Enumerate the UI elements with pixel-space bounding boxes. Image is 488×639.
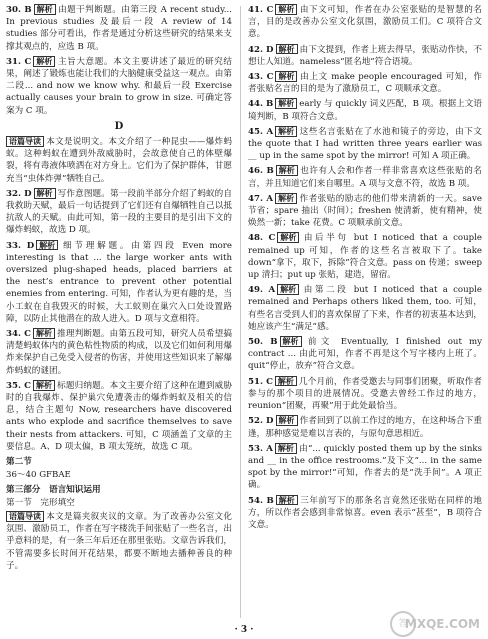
analysis-text: 细节理解题。由第四段 Even more interesting is that ... the large worker ants with oversized plug-shaped heads, placed barriers at the nest’s entrance to prevent other potential enemies from entering. 可知，作者认为更有趣的是，当小工蚁在自我毁灭的时候，大工蚁则在巢穴入口处设置路障，以防止其他潜在的敌人进入。D 项与文意相符。	[6, 240, 232, 324]
answer-entry	[248, 4, 482, 41]
answer-entry	[248, 284, 482, 333]
analysis-tag: 解析	[276, 165, 298, 176]
analysis-text: 由“... quickly posted them up by the sinks and __ in the office restrooms.”及下文“... in the same spot by the mirror!”可知，作者去的是“洗手间”。A 项正确。	[248, 443, 482, 491]
analysis-tag: 解析	[36, 240, 58, 251]
answer-number: 51. C	[248, 376, 273, 387]
analysis-text: early 与 quickly 词义匹配，B 项。根据上文语境判断，B 项符合文意。	[248, 99, 482, 122]
answer-number: 41. C	[248, 5, 274, 15]
analysis-text: 前文 Eventually, I finished out my contract ... 由此可知，作者不再是这个写字楼内上班了。quit“停止，放弃”符合文意。	[248, 337, 482, 372]
guide-tag: 语篇导读	[6, 136, 44, 147]
answer-number: 33. D	[6, 240, 35, 251]
answer-entry	[248, 415, 482, 439]
answer-number: 34. C	[6, 329, 31, 340]
analysis-tag: 解析	[276, 415, 298, 426]
analysis-tag: 解析	[280, 336, 302, 347]
answer-number: 31. C	[6, 56, 32, 67]
answer-number: 32. D	[6, 188, 32, 199]
answer-entry	[248, 495, 482, 532]
cloze-guide	[6, 511, 232, 572]
column-divider	[240, 6, 241, 618]
analysis-text: 主旨大意题。本文主要讲述了最近的研究结果，阐述了锻炼也能让我们的大脑健康受益这一观点。由第二段... and now we know why. 和最后一段 Exercise actually causes your brain to grow in size. 可确定答案为 C 项。	[6, 56, 232, 116]
answer-entry	[248, 232, 482, 281]
right-entries	[248, 4, 482, 531]
analysis-text: 由下文提到，作者上班去得早，张贴动作快，不想让人知道。nameless“匿名地”符合语境。	[248, 44, 482, 67]
answer-number: 43. C	[248, 72, 274, 83]
analysis-text: 几个月前，作者受邀去与同事们团聚，听取作者参与的那个项目的进展情况。受邀去曾经工作过的地方，reunion“团聚，再聚”用于此处最恰当。	[248, 376, 482, 412]
analysis-text: 作者张贴的励志的他们带来清新的一天。save 节省；spare 抽出（时间）；freshen 使清新，使有精神，使焕然一新；take 花费。C 项顺承前文意。	[248, 193, 482, 229]
analysis-text: 标题归纳题。本文主要介绍了这种在遭到威胁时的自我爆炸、保护巢穴免遭袭击的爆炸蚂蚁及相关的信息，结合主题句 Now, researchers have discovered ants who explode and sacrifice themselves to save their nests from attackers. 可知，C 项涵盖了文章的主要信息。A、D 项太偏，B 项太笼统，故选 C 项。	[6, 380, 232, 452]
analysis-text: 也许有人会和作者一样非常喜欢这些张贴的名言，并且知道它们来自哪里。A 项与文意不符，故选 B 项。	[248, 166, 482, 189]
left-entries-top	[6, 4, 232, 117]
reading-guide	[6, 136, 232, 185]
analysis-tag: 解析	[34, 4, 56, 15]
analysis-tag: 解析	[276, 495, 298, 506]
answer-entry	[248, 71, 482, 95]
answer-entry	[248, 193, 482, 230]
answer-number: 35. C	[6, 380, 31, 391]
watermark-badge: 答	[390, 611, 416, 637]
answer-entry	[248, 443, 482, 492]
answer-number: 54. B	[248, 495, 274, 506]
answer-number: 49. A	[248, 285, 276, 296]
guide-text: 本文是说明文。本文介绍了一种昆虫——爆炸蚂蚁。这种蚂蚁在遭到外敌威胁时，会故意使自己的体壁爆裂，将有毒液体喷洒在对方身上。它们为了保护群体，甘愿充当“虫体炸弹”牺牲自己。	[6, 137, 232, 184]
answer-number: 30. B	[6, 5, 32, 15]
analysis-text: 推理判断题。由第五段可知，研究人员希望搞清楚蚂蚁体内的黄色粘性物质的构成，以及它们如何利用爆炸来保护自己免受入侵者的伤害，并使用这些知识来了解爆炸蚂蚁的谜团。	[6, 329, 232, 376]
cloze-guide-text: 本文是篇夹叙夹议的文章。为了改善办公室文化氛围、激励员工，作者在写字楼洗手间张贴了一些名言，出乎意料的是，有一条三年后还在那里张贴。文章告诉我们，不管需要多长时间开花结果，都要不断地去播种善良的种子。	[6, 511, 232, 571]
answer-number: 42. D	[248, 44, 274, 55]
part3-heading: 第三部分 语言知识运用	[6, 484, 101, 495]
analysis-tag: 解析	[33, 56, 55, 67]
analysis-tag: 解析	[275, 4, 297, 15]
answer-number: 53. A	[248, 443, 273, 454]
analysis-tag: 解析	[277, 232, 299, 243]
part2-label: 第二节	[6, 457, 32, 468]
answer-entry	[248, 376, 482, 413]
left-column	[6, 4, 232, 575]
answer-entry	[6, 240, 232, 325]
analysis-tag: 解析	[275, 193, 297, 204]
answer-entry	[6, 328, 232, 377]
analysis-tag: 解析	[275, 71, 297, 82]
right-column	[248, 4, 482, 534]
analysis-text: 由上文 make people encouraged 可知，作者张贴名言的目的是为了激励员工，C 项顺承文意。	[248, 72, 482, 95]
answer-number: 50. B	[248, 337, 278, 348]
answer-entry	[6, 380, 232, 453]
analysis-text: 由下文可知，作者在办公室张贴的是智慧的名言，目的是改善办公室文化氛围，激励员工们。C 项符合文意。	[248, 5, 482, 40]
answer-number: 52. D	[248, 416, 274, 427]
answer-entry	[6, 56, 232, 117]
answer-number: 48. C	[248, 233, 276, 244]
answer-number: 45. A	[248, 126, 274, 137]
analysis-text: 三年前写下的那条名言竟然还张贴在同样的地方，所以作者会感到非常惊喜。even 表示“甚至”，B 项符合文意。	[248, 495, 482, 530]
analysis-tag: 解析	[33, 328, 55, 339]
answer-entry	[248, 336, 482, 373]
answer-entry	[248, 126, 482, 163]
analysis-text: 由题干判断题。由第三段 A recent study... In previous studies 及最后一段 A review of 14 studies 部分可看出，作者是通过分析这些研究的结果来支撑其观点的，应选 B 项。	[6, 5, 232, 52]
answer-number: 47. A	[248, 193, 274, 204]
analysis-tag: 解析	[275, 98, 297, 109]
analysis-tag: 解析	[275, 443, 297, 454]
part3-subheading: 第一节 完形填空	[6, 497, 75, 508]
watermark-logo: MXQE.COM	[404, 616, 480, 631]
analysis-tag: 解析	[276, 44, 298, 55]
analysis-text: 由后半句 but I noticed that a couple remained up 可知，作者的这些名言被取下了。take down“拿下，取下，拆除”符合文意。pass on 传递；sweep up 清扫；put up 张贴，建造，留宿。	[248, 233, 482, 281]
answer-number: 46. B	[248, 166, 274, 177]
answer-entry	[248, 44, 482, 68]
analysis-tag: 解析	[277, 284, 299, 295]
section-letter: D	[114, 120, 124, 132]
left-entries-bottom	[6, 188, 232, 453]
analysis-text: 这些名言张贴在了水池和镜子的旁边，由下文 the quote that I had written three years earlier was __ up in the same spot by the mirror! 可知 A 项正确。	[248, 126, 482, 162]
answer-entry	[248, 98, 482, 122]
answer-entry	[6, 4, 232, 53]
answer-entry	[6, 188, 232, 237]
guide-tag: 语篇导读	[6, 511, 44, 522]
page-number: · 3 ·	[234, 625, 254, 635]
analysis-text: 由第二段 but I noticed that a couple remained and Perhaps others liked them, too. 可知，有些名言受到人们的喜欢保留了下来，作者的初衷基本达到，她应该产生“满足”感。	[248, 285, 482, 332]
answer-entry	[248, 165, 482, 189]
analysis-tag: 解析	[34, 188, 56, 199]
analysis-tag: 解析	[275, 126, 297, 137]
part2-answers: 36～40 GFBAE	[6, 470, 71, 481]
analysis-text: 作者回到了以前工作过的地方，在这种场合下重逢，那种感觉是难以言表的，与原句意思相近。	[248, 416, 482, 439]
analysis-tag: 解析	[33, 380, 55, 391]
answer-number: 44. B	[248, 99, 274, 110]
analysis-text: 写作意图题。第一段前半部分介绍了蚂蚁的自我救助天赋，最后一句话提到了它们还有自爆牺牲自己以抵抗敌人的天赋。由此可知，第一段的主要目的是引出下文的爆炸蚂蚁，故选 D 项。	[6, 188, 232, 236]
analysis-tag: 解析	[275, 376, 297, 387]
